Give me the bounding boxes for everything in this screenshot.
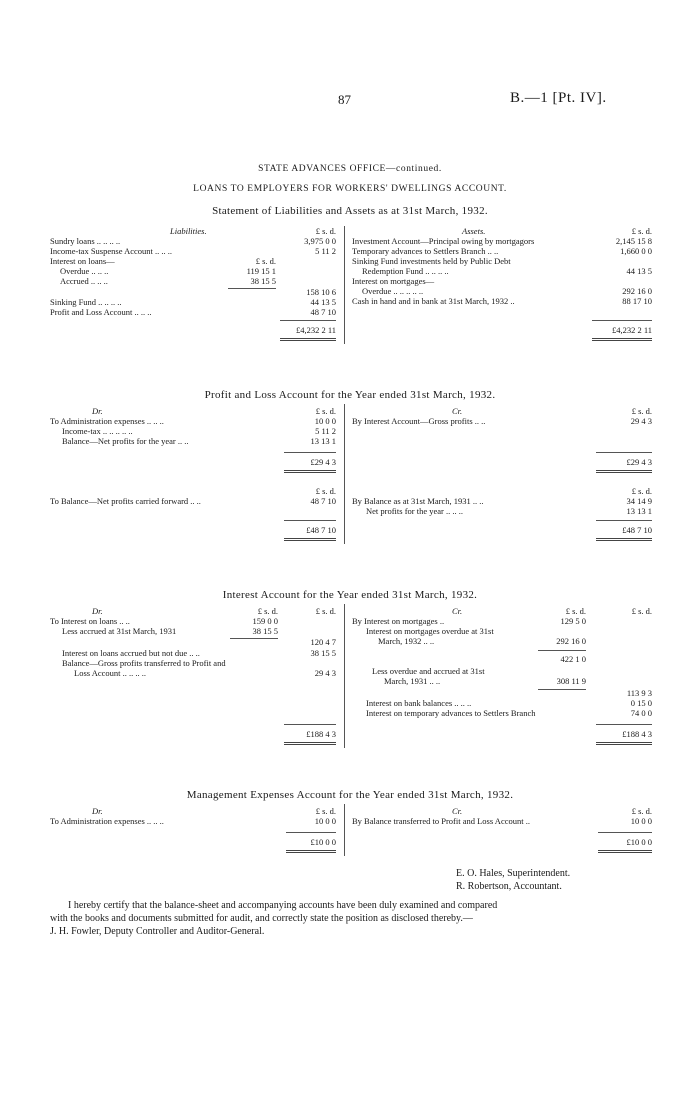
mgmt-left-amount: 10 0 0 — [314, 816, 336, 826]
asset-total: £4,232 2 11 — [611, 325, 652, 335]
double-rule — [596, 470, 652, 473]
pl-col-head: £ s. d. — [631, 486, 652, 496]
interest-left-sub: 38 15 5 — [252, 626, 278, 636]
interest-right-label: March, 1932 .. .. — [378, 636, 435, 646]
interest-left-label: Balance—Gross profits transferred to Profit and — [62, 658, 226, 668]
double-rule — [286, 850, 336, 853]
pl-left-amount: 13 13 1 — [310, 436, 336, 446]
rule — [592, 320, 652, 321]
rule — [596, 724, 652, 725]
interest-title: Interest Account for the Year ended 31st March, 1932. — [222, 589, 478, 601]
rule — [596, 452, 652, 453]
double-rule — [598, 850, 652, 853]
interest-right-sub: 292 16 0 — [556, 636, 586, 646]
pl-left-label: To Balance—Net profits carried forward .. .. — [50, 496, 201, 506]
rule — [284, 520, 336, 521]
mgmt-right-total: £10 0 0 — [626, 837, 652, 847]
interest-right-sub: 129 5 0 — [560, 616, 586, 626]
double-rule — [596, 538, 652, 541]
pl-right-total: £48 7 10 — [622, 525, 652, 535]
pl-right-total: £29 4 3 — [626, 457, 652, 467]
pl-left-amount: 5 11 2 — [315, 426, 336, 436]
liab-label: Sinking Fund .. .. .. .. — [50, 297, 122, 307]
interest-left-amount: 38 15 5 — [310, 648, 336, 658]
interest-left-amount: 29 4 3 — [314, 668, 336, 678]
mgmt-left-label: To Administration expenses .. .. .. — [50, 816, 164, 826]
office-title: STATE ADVANCES OFFICE—continued. — [258, 164, 442, 174]
pl-left-amount: 48 7 10 — [310, 496, 336, 506]
liab-label: Income-tax Suspense Account .. .. .. — [50, 246, 173, 256]
liab-label: Overdue .. .. .. — [60, 266, 109, 276]
certificate-line: J. H. Fowler, Deputy Controller and Auditor-General. — [50, 926, 265, 937]
pl-cr: Cr. — [452, 406, 463, 416]
asset-amount: 292 16 0 — [622, 286, 652, 296]
mgmt-title: Management Expenses Account for the Year ended 31st March, 1932. — [186, 789, 514, 801]
liab-amount: 5 11 2 — [315, 246, 336, 256]
rule — [284, 724, 336, 725]
pl-right-amount: 29 4 3 — [630, 416, 652, 426]
liab-label: Accrued .. .. .. — [60, 276, 108, 286]
liabilities-heading: Liabilities. — [170, 226, 207, 236]
column-divider — [344, 604, 345, 748]
asset-col-head: £ s. d. — [631, 226, 652, 236]
liab-amount: 158 10 6 — [306, 287, 336, 297]
asset-label: Redemption Fund .. .. .. .. — [362, 266, 449, 276]
interest-col-head: £ s. d. — [565, 606, 586, 616]
pl-col-head: £ s. d. — [631, 406, 652, 416]
statement-title: Statement of Liabilities and Assets as at 31st March, 1932. — [212, 205, 488, 217]
double-rule — [592, 338, 652, 341]
pl-col-head: £ s. d. — [315, 486, 336, 496]
pl-right-amount: 34 14 9 — [626, 496, 652, 506]
asset-label: Temporary advances to Settlers Branch .. .. — [352, 246, 499, 256]
interest-dr: Dr. — [92, 606, 103, 616]
interest-right-label: March, 1931 .. .. — [384, 676, 441, 686]
pl-right-label: Net profits for the year .. .. .. — [366, 506, 464, 516]
liab-amount: 48 7 10 — [310, 307, 336, 317]
pl-right-amount: 13 13 1 — [626, 506, 652, 516]
rule — [228, 288, 276, 289]
pl-left-amount: 10 0 0 — [314, 416, 336, 426]
rule — [598, 832, 652, 833]
pl-right-label: By Balance as at 31st March, 1931 .. .. — [352, 496, 484, 506]
interest-left-label: Loss Account .. .. .. .. — [74, 668, 147, 678]
pl-dr: Dr. — [92, 406, 103, 416]
mgmt-right-label: By Balance transferred to Profit and Loss Account .. — [352, 816, 530, 826]
signature-accountant: R. Robertson, Accountant. — [456, 881, 562, 892]
rule — [284, 452, 336, 453]
signature-superintendent: E. O. Hales, Superintendent. — [456, 868, 571, 879]
interest-right-sub: 308 11 9 — [556, 676, 586, 686]
interest-right-label: By Interest on mortgages .. — [352, 616, 445, 626]
interest-left-label: To Interest on loans .. .. — [50, 616, 130, 626]
double-rule — [284, 470, 336, 473]
assets-heading: Assets. — [462, 226, 486, 236]
double-rule — [280, 338, 336, 341]
asset-amount: 44 13 5 — [626, 266, 652, 276]
interest-right-label: Interest on bank balances .. .. .. — [366, 698, 472, 708]
asset-amount: 2,145 15 8 — [615, 236, 652, 246]
pl-right-label: By Interest Account—Gross profits .. .. — [352, 416, 486, 426]
pl-col-head: £ s. d. — [315, 406, 336, 416]
asset-label: Sinking Fund investments held by Public Debt — [352, 256, 511, 266]
double-rule — [284, 742, 336, 745]
pl-left-label: Balance—Net profits for the year .. .. — [62, 436, 189, 446]
mgmt-right-amount: 10 0 0 — [630, 816, 652, 826]
interest-left-label: Less accrued at 31st March, 1931 — [62, 626, 177, 636]
column-divider — [344, 226, 345, 344]
asset-amount: 1,660 0 0 — [620, 246, 652, 256]
asset-label: Cash in hand and in bank at 31st March, 1932 .. — [352, 296, 515, 306]
interest-right-total: £188 4 3 — [622, 729, 652, 739]
mgmt-col-head: £ s. d. — [315, 806, 336, 816]
interest-right-amount: 0 15 0 — [630, 698, 652, 708]
page-number: 87 — [338, 92, 351, 107]
column-divider — [344, 804, 345, 856]
certificate-line: with the books and documents submitted for audit, and correctly state the position as disclosed thereby.— — [50, 913, 473, 924]
mgmt-dr: Dr. — [92, 806, 103, 816]
rule — [286, 832, 336, 833]
liab-label: Sundry loans .. .. .. .. — [50, 236, 121, 246]
liab-amount: 44 13 5 — [310, 297, 336, 307]
interest-left-sub: 159 0 0 — [252, 616, 278, 626]
interest-right-label: Less overdue and accrued at 31st — [372, 666, 485, 676]
rule — [280, 320, 336, 321]
liab-col-head: £ s. d. — [315, 226, 336, 236]
liab-label: Profit and Loss Account .. .. .. — [50, 307, 152, 317]
asset-amount: 88 17 10 — [622, 296, 652, 306]
interest-left-total: £188 4 3 — [306, 729, 336, 739]
double-rule — [596, 742, 652, 745]
interest-right-sub: 422 1 0 — [560, 654, 586, 664]
loans-account-title: LOANS TO EMPLOYERS FOR WORKERS' DWELLINGS ACCOUNT. — [193, 184, 507, 194]
liab-subamount: 38 15 5 — [250, 276, 276, 286]
interest-right-label: Interest on temporary advances to Settlers Branch — [366, 708, 536, 718]
pl-left-label: To Administration expenses .. .. .. — [50, 416, 164, 426]
interest-cr: Cr. — [452, 606, 463, 616]
pl-title: Profit and Loss Account for the Year ended 31st March, 1932. — [204, 389, 496, 401]
interest-col-head: £ s. d. — [315, 606, 336, 616]
certificate-line: I hereby certify that the balance-sheet and accompanying accounts have been duly examined and compared — [68, 900, 498, 911]
pl-left-total: £48 7 10 — [306, 525, 336, 535]
interest-left-label: Interest on loans accrued but not due .. .. — [62, 648, 200, 658]
liab-amount: 3,975 0 0 — [304, 236, 336, 246]
asset-label: Investment Account—Principal owing by mortgagors — [352, 236, 535, 246]
liab-subcol-head: £ s. d. — [255, 256, 276, 266]
liab-total: £4,232 2 11 — [295, 325, 336, 335]
rule — [538, 650, 586, 651]
double-rule — [284, 538, 336, 541]
interest-right-label: Interest on mortgages overdue at 31st — [366, 626, 494, 636]
rule — [230, 638, 278, 639]
interest-col-head: £ s. d. — [631, 606, 652, 616]
rule — [538, 689, 586, 690]
audit-certificate — [50, 899, 650, 938]
column-divider — [344, 404, 345, 544]
mgmt-col-head: £ s. d. — [631, 806, 652, 816]
asset-label: Interest on mortgages— — [352, 276, 435, 286]
pl-left-label: Income-tax .. .. .. .. .. — [62, 426, 133, 436]
mgmt-left-total: £10 0 0 — [310, 837, 336, 847]
asset-label: Overdue .. .. .. .. .. — [362, 286, 424, 296]
liab-subamount: 119 15 1 — [246, 266, 276, 276]
interest-col-head: £ s. d. — [257, 606, 278, 616]
liab-label: Interest on loans— — [50, 256, 115, 266]
interest-left-amount: 120 4 7 — [310, 637, 336, 647]
pl-left-total: £29 4 3 — [310, 457, 336, 467]
interest-right-amount: 74 0 0 — [630, 708, 652, 718]
mgmt-cr: Cr. — [452, 806, 463, 816]
rule — [596, 520, 652, 521]
interest-right-amount: 113 9 3 — [626, 688, 652, 698]
document-reference: B.—1 [Pt. IV]. — [510, 90, 607, 106]
